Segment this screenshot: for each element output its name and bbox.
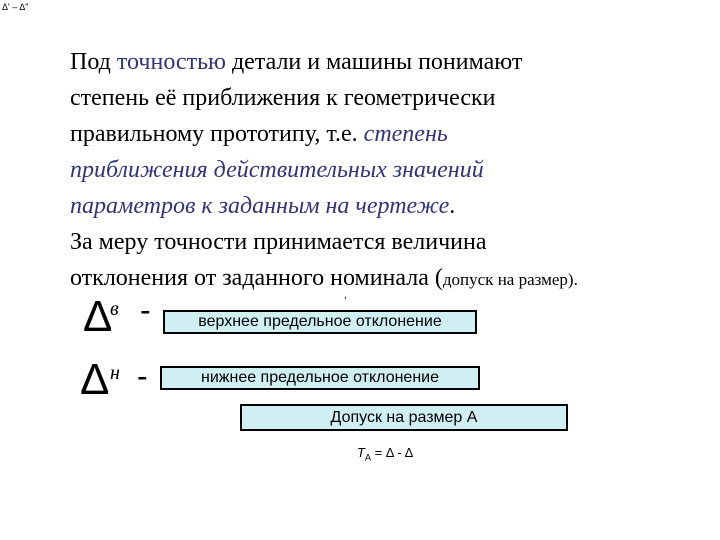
italic-term: степень xyxy=(363,121,448,147)
lower-deviation-box: нижнее предельное отклонение xyxy=(160,366,480,390)
upper-dash: - xyxy=(140,292,151,328)
tick-mark: , xyxy=(344,290,347,301)
formula-subscript: A xyxy=(364,452,371,463)
tolerance-formula xyxy=(357,445,413,463)
highlighted-term: точностью xyxy=(116,49,226,75)
lower-superscript: н xyxy=(110,362,120,384)
text-fragment: правильному прототипу, т.е. xyxy=(70,121,364,147)
measure-line-1: За меру точности принимается величина xyxy=(70,229,487,255)
text-fragment: ). xyxy=(567,270,578,289)
formula-t: T xyxy=(357,445,365,460)
formula-rest: = Δ - Δ xyxy=(370,445,414,460)
text-fragment: Под xyxy=(70,49,117,75)
upper-delta-symbol: Δ xyxy=(83,292,113,341)
text-fragment: . xyxy=(449,193,456,219)
tolerance-note: допуск на размер xyxy=(442,270,568,289)
definition-line-3 xyxy=(70,116,448,152)
corner-label: Δ' – Δ" xyxy=(2,2,29,12)
definition-line-5 xyxy=(70,188,455,224)
text-fragment: детали и машины понимают xyxy=(225,49,523,75)
definition-line-1 xyxy=(70,44,522,80)
upper-superscript: в xyxy=(110,298,119,320)
italic-term: параметров к заданным на чертеже xyxy=(70,193,450,219)
lower-delta-symbol: Δ xyxy=(80,355,110,404)
definition-line-4: приближения действительных значений xyxy=(70,157,484,183)
lower-dash: - xyxy=(137,358,148,394)
tolerance-box: Допуск на размер А xyxy=(240,404,568,431)
definition-line-2: степень её приближения к геометрически xyxy=(70,85,496,111)
text-fragment: отклонения от заданного номинала ( xyxy=(70,265,443,291)
upper-deviation-box: верхнее предельное отклонение xyxy=(163,310,477,334)
